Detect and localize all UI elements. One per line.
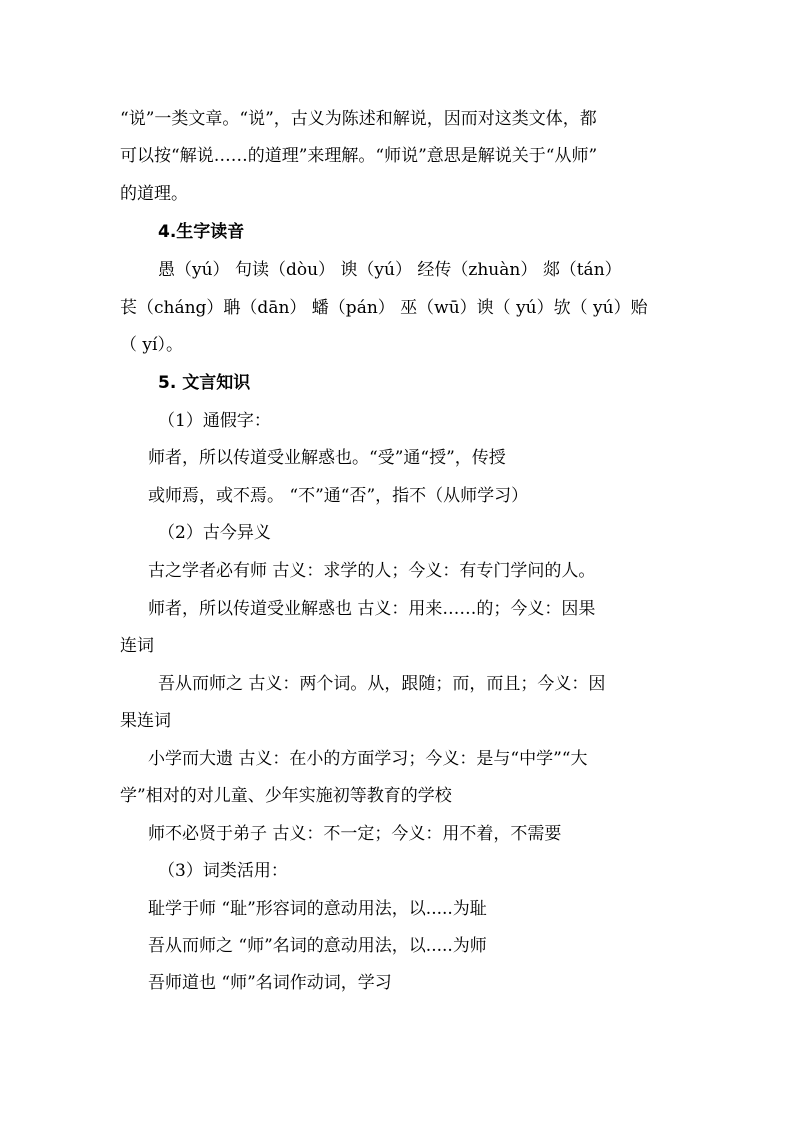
pronunciation-line: 苌（cháng）聃（dān） 蟠（pán） 巫（wū）谀（ yú）欤（ yú）贻 — [120, 298, 648, 318]
example-line: 果连词 — [120, 711, 171, 731]
section-heading-classical-knowledge: 5. 文言知识 — [158, 373, 251, 393]
example-line: 师者，所以传道受业解惑也 古义：用来……的；今义：因果 — [148, 599, 596, 619]
example-line: 或师焉，或不焉。 “不”通“否”，指不（从师学习） — [148, 486, 529, 506]
section-heading-pronunciation: 4.生字读音 — [158, 222, 245, 242]
pronunciation-line: （ yí）。 — [120, 335, 183, 355]
example-line: 小学而大遗 古义：在小的方面学习；今义：是与“中学”“大 — [148, 749, 588, 769]
example-line: 连词 — [120, 636, 154, 656]
example-line: 吾师道也 “师”名词作动词，学习 — [148, 973, 392, 993]
subheading-ancient-modern-meaning: （2）古今异义 — [158, 523, 271, 543]
example-line: 吾从而师之 “师”名词的意动用法，以.....为师 — [148, 936, 487, 956]
example-line: 学”相对的对儿童、少年实施初等教育的学校 — [120, 786, 452, 806]
example-line: 吾从而师之 古义：两个词。从，跟随；而，而且；今义：因 — [158, 674, 606, 694]
paragraph-line: 的道理。 — [120, 184, 188, 204]
subheading-tongjiazi: （1）通假字： — [158, 411, 271, 431]
example-line: 古之学者必有师 古义：求学的人；今义：有专门学问的人。 — [148, 561, 596, 581]
paragraph-line: “说”一类文章。“说”，古义为陈述和解说，因而对这类文体，都 — [120, 109, 597, 129]
subheading-word-class-usage: （3）词类活用： — [158, 861, 288, 881]
paragraph-line: 可以按“解说……的道理”来理解。“师说”意思是解说关于“从师” — [120, 146, 598, 166]
example-line: 耻学于师 “耻”形容词的意动用法，以.....为耻 — [148, 899, 487, 919]
pronunciation-line: 愚（yú） 句读（dòu） 谀（yú） 经传（zhuàn） 郯（tán） — [158, 260, 622, 280]
example-line: 师不必贤于弟子 古义：不一定；今义：用不着，不需要 — [148, 824, 562, 844]
example-line: 师者，所以传道受业解惑也。“受”通“授”，传授 — [148, 448, 506, 468]
